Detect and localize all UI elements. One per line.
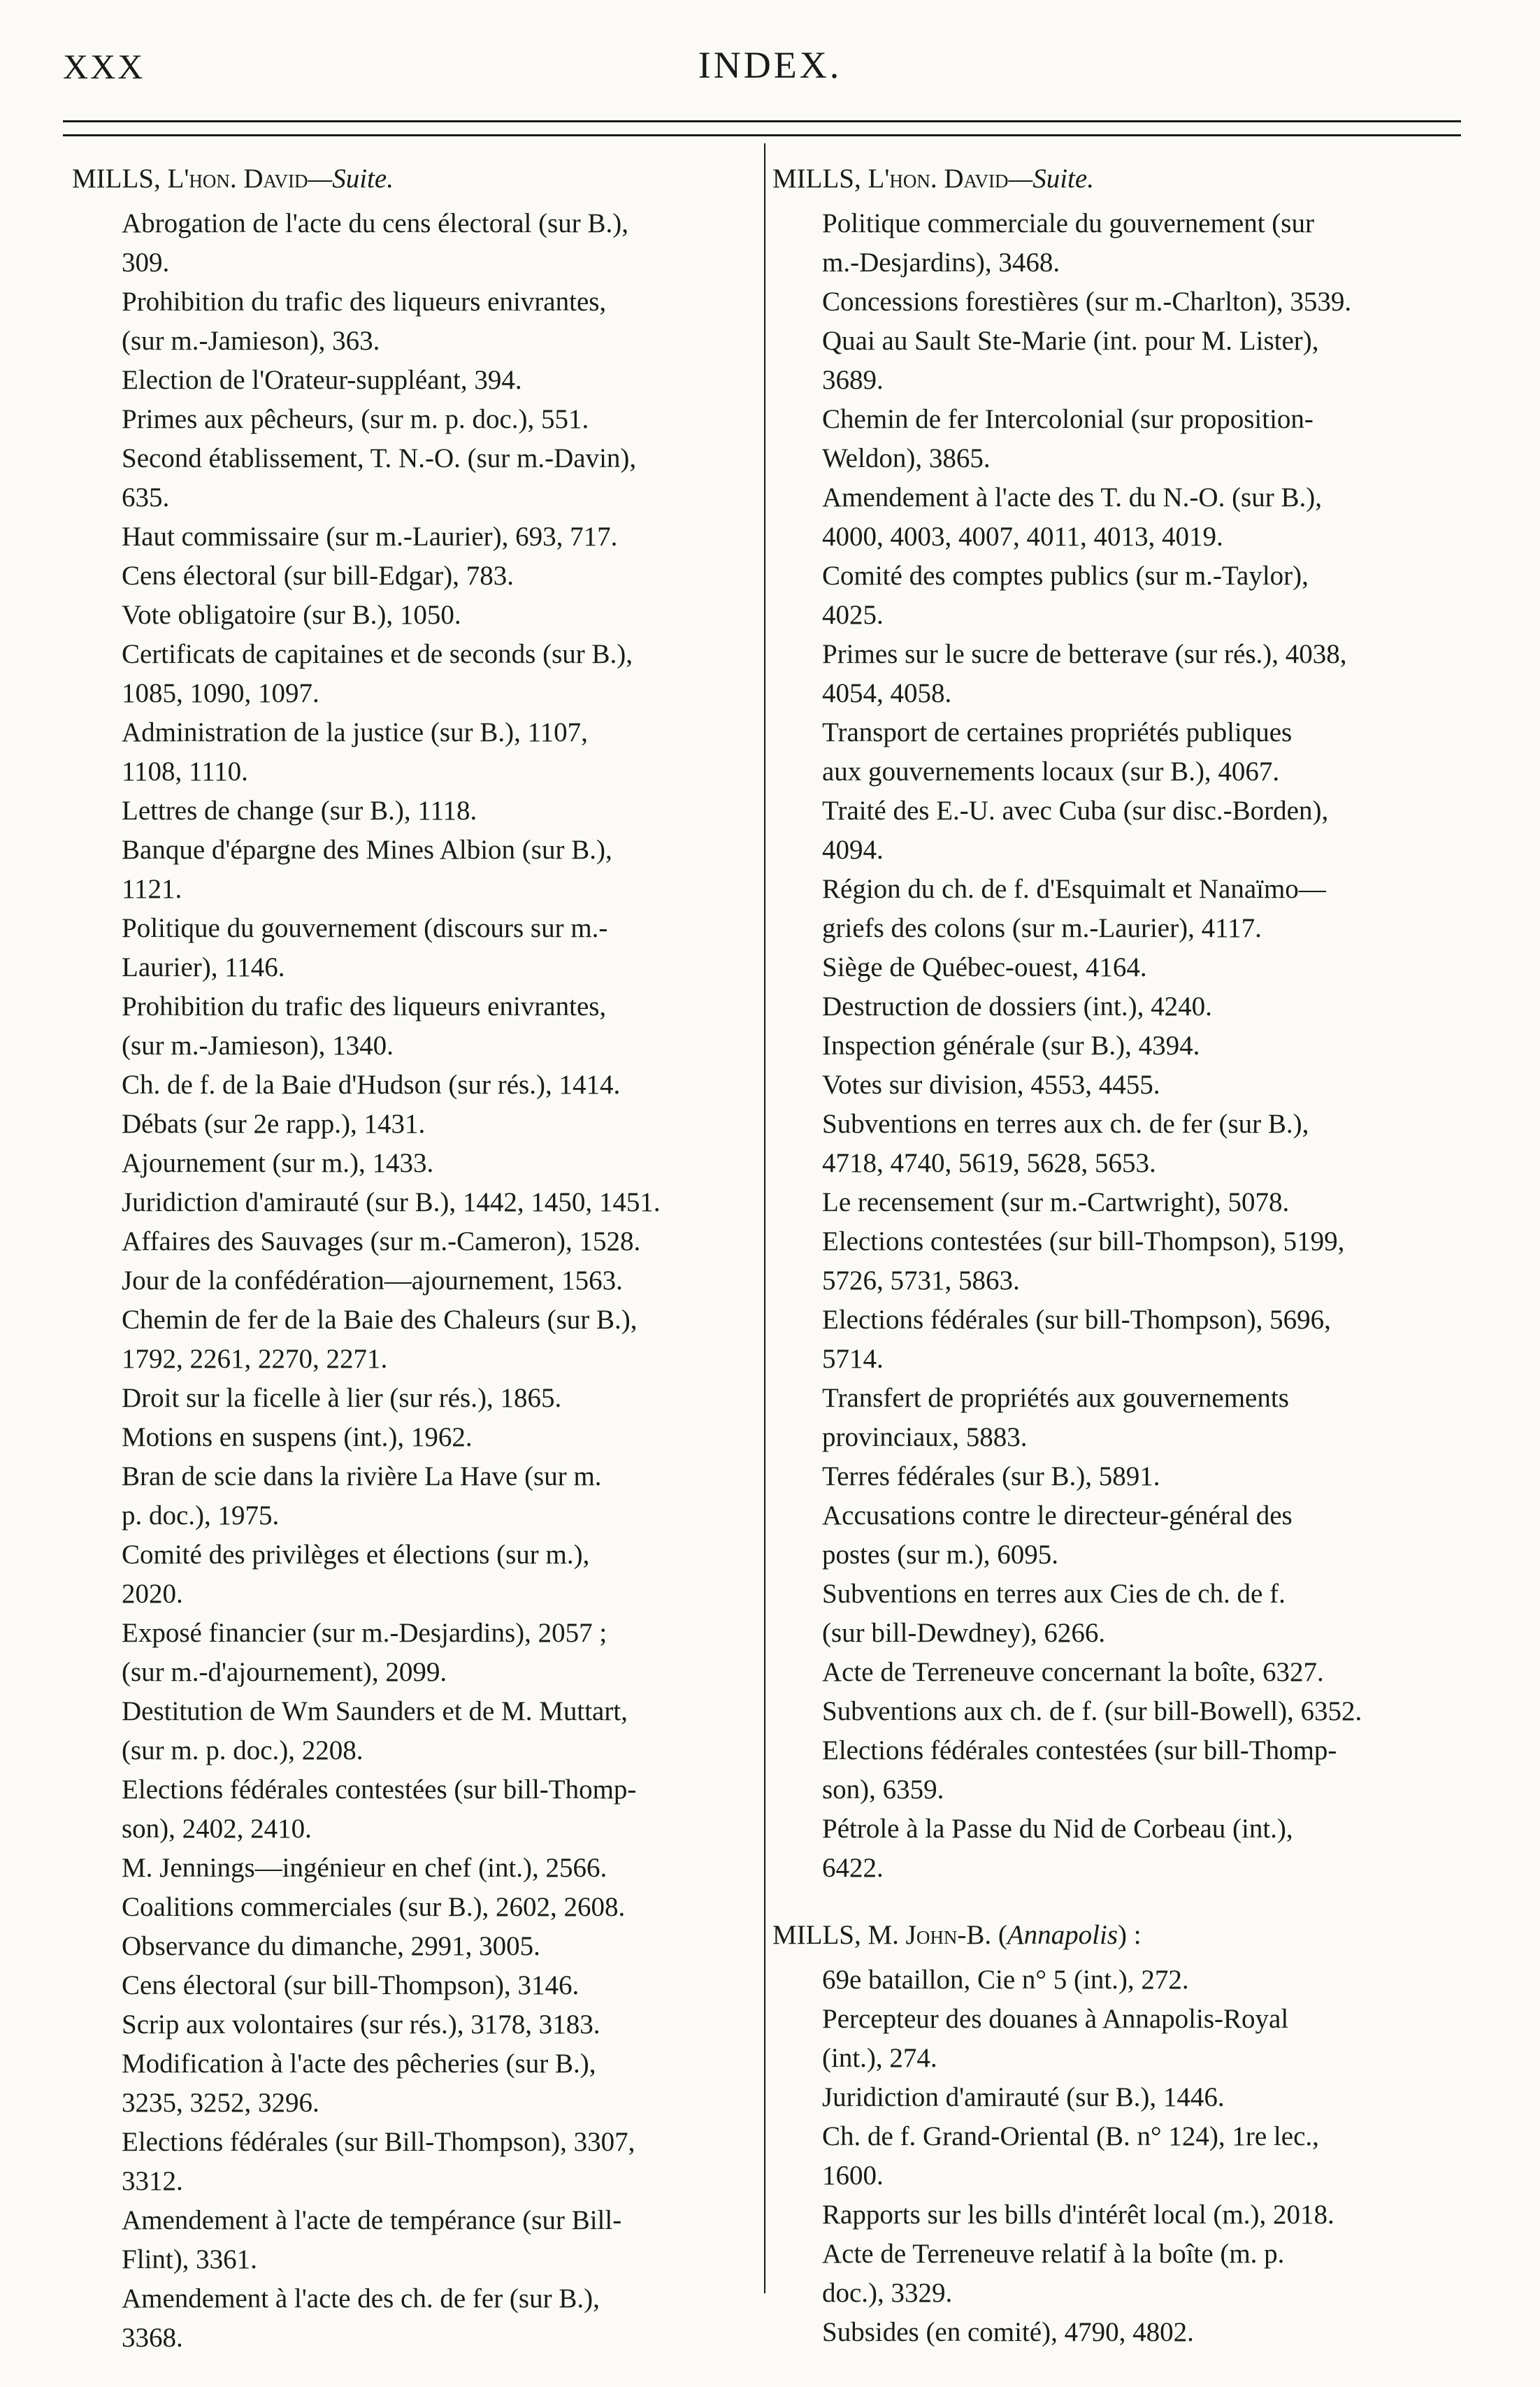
entry-line: Droit sur la ficelle à lier (sur rés.), 1865. [122, 1383, 562, 1413]
entry-line: Traité des E.-U. avec Cuba (sur disc.-Borden), [822, 796, 1329, 826]
entry-continuation: 1792, 2261, 2270, 2271. [122, 1344, 388, 1374]
heading2-name: MILLS, M. J [772, 1920, 916, 1950]
entry-line: Votes sur division, 4553, 4455. [822, 1070, 1160, 1100]
entry-line: Jour de la confédération—ajournement, 1563. [122, 1266, 623, 1296]
entry-line: Abrogation de l'acte du cens électoral (sur B.), [122, 208, 629, 238]
right-entries-2 [772, 1961, 1461, 2352]
index-entry [72, 831, 754, 909]
entry-line: Cens électoral (sur bill-Edgar), 783. [122, 561, 514, 591]
index-entry [772, 1222, 1461, 1300]
index-entry [72, 713, 754, 791]
entry-line: Observance du dimanche, 2991, 3005. [122, 1931, 540, 1961]
index-entry [772, 2117, 1461, 2195]
index-entry [72, 1614, 754, 1692]
entry-line: Certificats de capitaines et de seconds (sur B.), [122, 639, 633, 669]
entry-line: Ajournement (sur m.), 1433. [122, 1148, 434, 1178]
entry-line: Siège de Québec-ouest, 4164. [822, 952, 1147, 982]
entry-line: Elections fédérales (sur bill-Thompson), 5696, [822, 1305, 1331, 1335]
entry-continuation: 3689. [822, 365, 884, 395]
entry-line: Le recensement (sur m.-Cartwright), 5078. [822, 1187, 1290, 1217]
entry-continuation: 4000, 4003, 4007, 4011, 4013, 4019. [822, 522, 1223, 552]
entry-continuation: 2020. [122, 1579, 183, 1609]
entry-line: Comité des privilèges et élections (sur m.), [122, 1540, 590, 1570]
index-entry [72, 1849, 754, 1888]
entry-continuation: 1108, 1110. [122, 757, 248, 787]
entry-line: Destruction de dossiers (int.), 4240. [822, 991, 1212, 1022]
index-entry [72, 1692, 754, 1770]
index-entry [772, 204, 1461, 282]
index-entry [72, 439, 754, 517]
entry-line: Primes aux pêcheurs, (sur m. p. doc.), 551. [122, 404, 589, 434]
index-entry [72, 1300, 754, 1379]
right-entries [772, 204, 1461, 1888]
left-entries [72, 204, 754, 2358]
entry-continuation: 309. [122, 248, 170, 278]
entry-line: Affaires des Sauvages (sur m.-Cameron), 1528. [122, 1226, 641, 1256]
index-entry [772, 987, 1461, 1026]
index-entry [772, 2000, 1461, 2078]
entry-continuation: 3235, 3252, 3296. [122, 2088, 319, 2118]
left-column [72, 159, 754, 2358]
entry-line: Subventions en terres aux Cies de ch. de f. [822, 1579, 1286, 1609]
page-folio: XXX [63, 47, 145, 86]
entry-continuation: provinciaux, 5883. [822, 1422, 1028, 1452]
index-entry [72, 1418, 754, 1457]
entry-continuation: 1085, 1090, 1097. [122, 678, 319, 708]
index-entry [72, 909, 754, 987]
index-entry [72, 2279, 754, 2358]
entry-line: Transfert de propriétés aux gouvernements [822, 1383, 1289, 1413]
heading-given: . David [229, 164, 308, 194]
entry-line: Bran de scie dans la rivière La Have (sur m. [122, 1461, 602, 1491]
index-entry [72, 400, 754, 439]
index-entry [72, 596, 754, 635]
heading-name: MILLS, L' [72, 164, 189, 194]
entry-continuation: 3368. [122, 2323, 183, 2353]
entry-line: Débats (sur 2e rapp.), 1431. [122, 1109, 426, 1139]
heading-title: hon [189, 164, 230, 194]
index-entry [72, 2201, 754, 2279]
entry-line: Lettres de change (sur B.), 1118. [122, 796, 477, 826]
entry-line: Subsides (en comité), 4790, 4802. [822, 2317, 1194, 2347]
entry-continuation: 5726, 5731, 5863. [822, 1266, 1020, 1296]
entry-continuation: 1121. [122, 874, 182, 904]
entry-line: Scrip aux volontaires (sur rés.), 3178, 3183. [122, 2009, 600, 2040]
index-entry [72, 1222, 754, 1261]
entry-continuation: 4025. [822, 600, 884, 630]
index-entry [72, 1457, 754, 1535]
entry-line: Région du ch. de f. d'Esquimalt et Nanaïmo— [822, 874, 1326, 904]
index-entry [772, 1105, 1461, 1183]
entry-line: Prohibition du trafic des liqueurs enivrantes, [122, 287, 607, 317]
index-entry [72, 517, 754, 557]
entry-line: Modification à l'acte des pêcheries (sur B.), [122, 2049, 596, 2079]
index-entry [72, 1535, 754, 1614]
index-entry [772, 557, 1461, 635]
entry-line: Coalitions commerciales (sur B.), 2602, 2608. [122, 1892, 626, 1922]
entry-line: Pétrole à la Passe du Nid de Corbeau (int.), [822, 1814, 1293, 1844]
entry-continuation: (sur bill-Dewdney), 6266. [822, 1618, 1106, 1648]
index-entry [72, 1261, 754, 1300]
index-entry [772, 2313, 1461, 2352]
entry-line: Election de l'Orateur-suppléant, 394. [122, 365, 522, 395]
entry-line: Banque d'épargne des Mines Albion (sur B.), [122, 835, 612, 865]
index-entry [772, 1731, 1461, 1809]
entry-line: Amendement à l'acte des ch. de fer (sur B.), [122, 2284, 600, 2314]
index-entry [772, 791, 1461, 870]
entry-continuation: 4094. [822, 835, 884, 865]
entry-line: Vote obligatoire (sur B.), 1050. [122, 600, 461, 630]
page-title: INDEX. [698, 44, 842, 86]
index-entry [772, 1961, 1461, 2000]
heading-suite: —Suite. [308, 164, 394, 194]
index-entry [72, 1379, 754, 1418]
entry-line: Percepteur des douanes à Annapolis-Royal [822, 2004, 1289, 2034]
right-column [772, 159, 1461, 2352]
entry-line: Amendement à l'acte des T. du N.-O. (sur B.), [822, 482, 1322, 512]
index-entry [72, 1144, 754, 1183]
entry-continuation: griefs des colons (sur m.-Laurier), 4117. [822, 913, 1262, 943]
entry-line: Terres fédérales (sur B.), 5891. [822, 1461, 1160, 1491]
index-entry [72, 1770, 754, 1849]
column-divider [764, 143, 765, 2293]
entry-line: Accusations contre le directeur-général des [822, 1500, 1293, 1531]
index-entry [772, 1653, 1461, 1692]
entry-line: Administration de la justice (sur B.), 1107, [122, 717, 588, 747]
index-entry [772, 1692, 1461, 1731]
heading-suite: —Suite. [1008, 164, 1094, 194]
entry-line: Politique du gouvernement (discours sur m.- [122, 913, 608, 943]
entry-continuation: 3312. [122, 2166, 183, 2196]
entry-continuation: 4054, 4058. [822, 678, 952, 708]
entry-line: Prohibition du trafic des liqueurs enivrantes, [122, 991, 607, 1022]
entry-line: Inspection générale (sur B.), 4394. [822, 1031, 1200, 1061]
entry-line: Comité des comptes publics (sur m.-Taylor), [822, 561, 1309, 591]
entry-continuation: son), 2402, 2410. [122, 1814, 312, 1844]
index-entry [72, 361, 754, 400]
left-column-heading [72, 159, 754, 199]
index-entry [772, 322, 1461, 400]
entry-line: Rapports sur les bills d'intérêt local (m.), 2018. [822, 2200, 1334, 2230]
entry-line: Haut commissaire (sur m.-Laurier), 693, 717. [122, 522, 618, 552]
entry-line: Cens électoral (sur bill-Thompson), 3146. [122, 1970, 580, 2000]
entry-continuation: Laurier), 1146. [122, 952, 285, 982]
entry-line: Elections contestées (sur bill-Thompson), 5199, [822, 1226, 1345, 1256]
index-entry [72, 791, 754, 831]
entry-continuation: 5714. [822, 1344, 884, 1374]
entry-line: Subventions aux ch. de f. (sur bill-Bowell), 6352. [822, 1696, 1362, 1726]
entry-continuation: Flint), 3361. [122, 2244, 257, 2274]
index-entry [772, 2195, 1461, 2235]
index-entry [772, 1300, 1461, 1379]
entry-line: Chemin de fer Intercolonial (sur proposition- [822, 404, 1314, 434]
entry-line: Transport de certaines propriétés publiques [822, 717, 1293, 747]
entry-continuation: son), 6359. [822, 1775, 944, 1805]
entry-line: Acte de Terreneuve relatif à la boîte (m. p. [822, 2239, 1285, 2269]
index-entry [772, 400, 1461, 478]
entry-line: Elections fédérales (sur Bill-Thompson), 3307, [122, 2127, 635, 2157]
index-entry [772, 1379, 1461, 1457]
heading2-riding: Annapolis [1007, 1920, 1118, 1950]
index-entry [772, 2078, 1461, 2117]
entry-continuation: (sur m.-Jamieson), 363. [122, 326, 380, 356]
entry-line: Motions en suspens (int.), 1962. [122, 1422, 473, 1452]
index-entry [772, 1575, 1461, 1653]
entry-line: 69e bataillon, Cie n° 5 (int.), 272. [822, 1965, 1189, 1995]
index-entry [772, 1026, 1461, 1066]
index-entry [772, 713, 1461, 791]
entry-line: Acte de Terreneuve concernant la boîte, 6327. [822, 1657, 1324, 1687]
entry-line: Concessions forestières (sur m.-Charlton), 3539. [822, 287, 1352, 317]
entry-line: Primes sur le sucre de betterave (sur rés.), 4038, [822, 639, 1347, 669]
entry-continuation: p. doc.), 1975. [122, 1500, 280, 1531]
entry-continuation: (int.), 274. [822, 2043, 937, 2073]
entry-continuation: 4718, 4740, 5619, 5628, 5653. [822, 1148, 1156, 1178]
index-entry [72, 557, 754, 596]
index-entry [72, 282, 754, 361]
heading2-rest: -B. ( [957, 1920, 1007, 1950]
entry-line: Chemin de fer de la Baie des Chaleurs (sur B.), [122, 1305, 638, 1335]
right-column-heading-2 [772, 1916, 1461, 1955]
right-column-heading [772, 159, 1461, 199]
index-entry [72, 2005, 754, 2044]
entry-line: Amendement à l'acte de tempérance (sur Bill- [122, 2205, 622, 2235]
entry-continuation: 635. [122, 482, 170, 512]
index-entry [772, 635, 1461, 713]
index-entry [72, 1888, 754, 1927]
index-entry [72, 1927, 754, 1966]
header-rule-top [63, 120, 1461, 122]
index-entry [772, 282, 1461, 322]
index-entry [72, 2123, 754, 2201]
header-rule-bottom [63, 134, 1461, 136]
heading-title: hon [889, 164, 930, 194]
heading-name: MILLS, L' [772, 164, 890, 194]
entry-continuation: (sur m.-Jamieson), 1340. [122, 1031, 394, 1061]
entry-line: Subventions en terres aux ch. de fer (sur B.), [822, 1109, 1309, 1139]
entry-line: Juridiction d'amirauté (sur B.), 1442, 1450, 1451. [122, 1187, 661, 1217]
entry-continuation: aux gouvernements locaux (sur B.), 4067. [822, 757, 1280, 787]
index-entry [72, 987, 754, 1066]
heading-given: . David [930, 164, 1009, 194]
entry-continuation: (sur m. p. doc.), 2208. [122, 1735, 364, 1765]
index-entry [772, 2235, 1461, 2313]
entry-line: M. Jennings—ingénieur en chef (int.), 2566. [122, 1853, 607, 1883]
index-entry [72, 1066, 754, 1105]
entry-continuation: postes (sur m.), 6095. [822, 1540, 1058, 1570]
entry-continuation: (sur m.-d'ajournement), 2099. [122, 1657, 447, 1687]
index-entry [772, 478, 1461, 557]
index-entry [772, 870, 1461, 948]
index-entry [772, 1183, 1461, 1222]
entry-line: Ch. de f. de la Baie d'Hudson (sur rés.), 1414. [122, 1070, 621, 1100]
entry-line: Juridiction d'amirauté (sur B.), 1446. [822, 2082, 1225, 2112]
entry-continuation: 6422. [822, 1853, 884, 1883]
entry-line: Destitution de Wm Saunders et de M. Muttart, [122, 1696, 628, 1726]
entry-continuation: Weldon), 3865. [822, 443, 991, 473]
entry-line: Quai au Sault Ste-Marie (int. pour M. Lister), [822, 326, 1319, 356]
entry-line: Second établissement, T. N.-O. (sur m.-Davin), [122, 443, 637, 473]
index-entry [772, 1496, 1461, 1575]
entry-line: Elections fédérales contestées (sur bill-Thomp- [822, 1735, 1337, 1765]
index-entry [72, 635, 754, 713]
index-entry [72, 1183, 754, 1222]
index-entry [772, 948, 1461, 987]
index-entry [72, 1105, 754, 1144]
index-entry [72, 204, 754, 282]
entry-continuation: doc.), 3329. [822, 2278, 953, 2308]
heading2-close: ) : [1118, 1920, 1142, 1950]
entry-line: Exposé financier (sur m.-Desjardins), 2057 ; [122, 1618, 607, 1648]
index-entry [72, 1966, 754, 2005]
index-entry [772, 1809, 1461, 1888]
heading2-given: ohn [916, 1920, 958, 1950]
index-entry [772, 1457, 1461, 1496]
index-entry [72, 2044, 754, 2123]
index-entry [772, 1066, 1461, 1105]
entry-line: Politique commerciale du gouvernement (sur [822, 208, 1314, 238]
entry-line: Elections fédérales contestées (sur bill-Thomp- [122, 1775, 637, 1805]
entry-continuation: m.-Desjardins), 3468. [822, 248, 1060, 278]
entry-continuation: 1600. [822, 2160, 884, 2191]
entry-line: Ch. de f. Grand-Oriental (B. n° 124), 1re lec., [822, 2121, 1319, 2151]
